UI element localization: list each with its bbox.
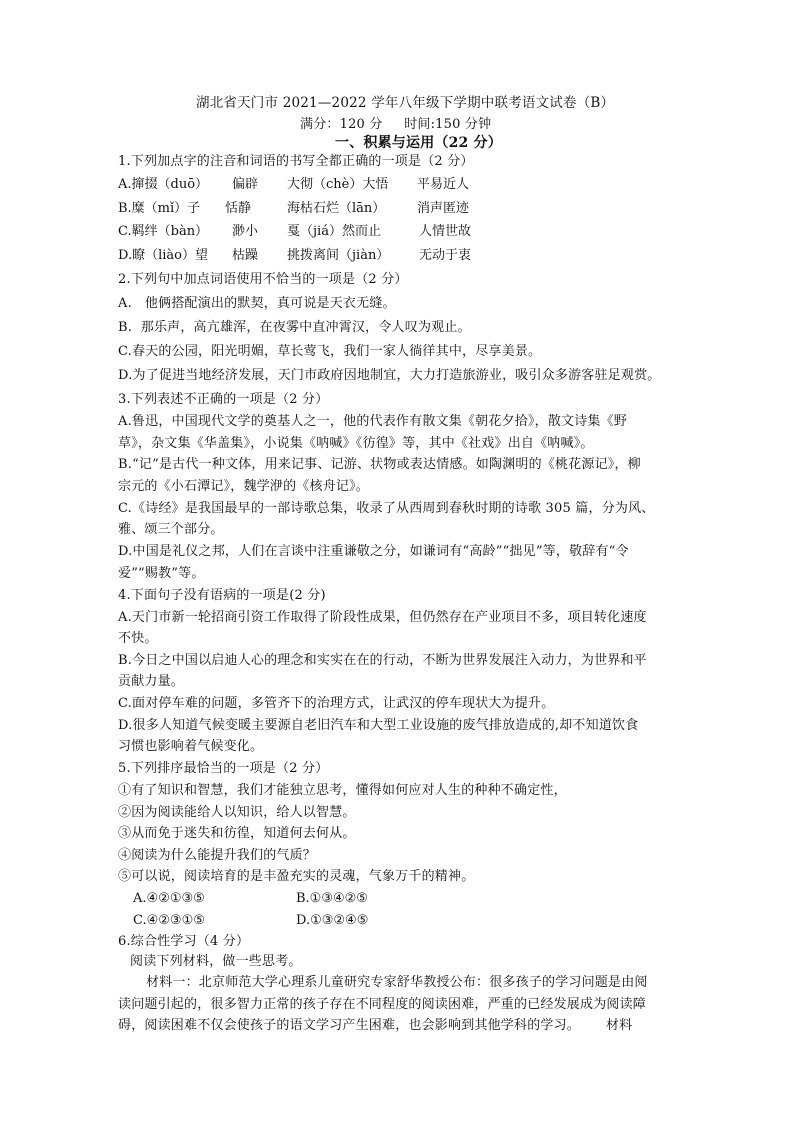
- q4-option-b-line1: B.今日之中国以启迪人心的理念和实实在在的行动，不断为世界发展注入动力，为世界和平: [118, 653, 647, 668]
- q2-stem: 2.下列句中加点词语使用不恰当的一项是（2 分）: [118, 272, 408, 287]
- section-heading: 一、积累与运用（22 分）: [335, 135, 502, 151]
- q3-stem: 3.下列表述不正确的一项是（2 分）: [118, 392, 329, 407]
- exam-subtitle: 满分：120 分 时间:150 分钟: [300, 117, 492, 132]
- q3-option-d-line1: D.中国是礼仪之邦，人们在言谈中注重谦敬之分，如谦词有“高龄”“拙见”等，敬辞有“令: [118, 544, 629, 559]
- q2-option-c: C.春天的公园，阳光明媚，草长莺飞，我们一家人徜徉其中，尽享美景。: [118, 344, 542, 359]
- q1-option-a-3: 大彻（chè）大悟: [287, 177, 389, 192]
- q4-option-d-line1: D.很多人知道气候变暖主要源自老旧汽车和大型工业设施的废气排放造成的,却不知道饮食: [118, 718, 639, 733]
- exam-title: 湖北省天门市 2021—2022 学年八年级下学期中联考语文试卷（B）: [196, 95, 615, 111]
- q5-sentence-4: ④阅读为什么能提升我们的气质？: [118, 848, 317, 863]
- q4-stem: 4.下面句子没有语病的一项是(2 分): [118, 588, 326, 603]
- q6-material-line3: 碍，阅读困难不仅会使孩子的语文学习产生困难，也会影响到其他学科的学习。 材料: [118, 1018, 633, 1033]
- q1-option-d-3: 挑拨离间（jiàn）: [287, 248, 390, 263]
- q6-material-line2: 读问题引起的，很多智力正常的孩子存在不同程度的阅读困难，严重的已经发展成为阅读障: [118, 997, 647, 1012]
- q5-stem: 5.下列排序最恰当的一项是（2 分）: [118, 761, 329, 776]
- q6-stem: 6.综合性学习（4 分）: [118, 934, 250, 949]
- q1-option-c-4: 人情世故: [419, 224, 472, 239]
- q3-option-b-line2: 宗元的《小石潭记》，魏学洢的《核舟记》。: [118, 479, 370, 494]
- q3-option-c-line2: 雅、颂三个部分。: [118, 522, 224, 537]
- q1-option-a-2: 偏辟: [232, 177, 259, 192]
- q5-option-d: D.①③②④⑤: [296, 913, 369, 928]
- q1-option-a-1: A.撺掇（duō）: [118, 177, 209, 192]
- q1-option-b-2: 恬静: [225, 201, 252, 216]
- q5-sentence-1: ①有了知识和智慧，我们才能独立思考，懂得如何应对人生的种种不确定性，: [118, 783, 567, 798]
- q1-option-c-2: 渺小: [232, 224, 259, 239]
- q1-stem: 1.下列加点字的注音和词语的书写全都正确的一项是（2 分）: [118, 154, 474, 169]
- q4-option-a-line1: A.天门市新一轮招商引资工作取得了阶段性成果，但仍然存在产业项目不多，项目转化速度: [118, 610, 647, 625]
- q4-option-c: C.面对停车难的问题，多管齐下的治理方式，让武汉的停车现状大为提升。: [118, 696, 555, 711]
- q4-option-d-line2: 习惯也影响着气候变化。: [118, 739, 264, 754]
- q3-option-c-line1: C.《诗经》是我国最早的一部诗歌总集，收录了从西周到春秋时期的诗歌 305 篇，分为风、: [118, 501, 655, 516]
- q1-option-d-4: 无动于衷: [419, 248, 472, 263]
- q3-option-a-line2: 草》，杂文集《华盖集》，小说集《呐喊》《彷徨》等，其中《社戏》出自《呐喊》。: [118, 436, 594, 451]
- q1-option-d-2: 枯躁: [232, 248, 259, 263]
- q5-sentence-5: ⑤可以说，阅读培育的是丰盈充实的灵魂，气象万千的精神。: [118, 869, 475, 884]
- q3-option-b-line1: B.“记”是古代一种文体，用来记事、记游、状物或表达情感。如陶渊明的《桃花源记》，柳: [118, 457, 641, 472]
- q1-option-d-1: D.瞭（liào）望: [118, 248, 208, 263]
- q5-option-b: B.①③④②⑤: [296, 891, 368, 906]
- q1-option-b-3: 海枯石烂（lān）: [287, 201, 386, 216]
- q2-option-b: B. 那乐声，高亢雄浑，在夜雾中直冲霄汉，令人叹为观止。: [118, 320, 471, 335]
- q2-option-a: A. 他俩搭配演出的默契，真可说是天衣无缝。: [118, 296, 396, 311]
- q5-sentence-2: ②因为阅读能给人以知识，给人以智慧。: [118, 805, 356, 820]
- q1-option-c-1: C.羁绊（bàn）: [118, 224, 209, 239]
- q1-option-b-1: B.糜（mǐ）子: [118, 201, 201, 216]
- q5-option-a: A.④②①③⑤: [133, 891, 205, 906]
- q4-option-b-line2: 贡献力量。: [118, 674, 185, 689]
- q1-option-a-4: 平易近人: [417, 177, 470, 192]
- q4-option-a-line2: 不快。: [118, 631, 158, 646]
- q6-material-line1: 材料一：北京师范大学心理系儿童研究专家舒华教授公布：很多孩子的学习问题是由阅: [146, 975, 648, 990]
- q2-option-d: D.为了促进当地经济发展，天门市政府因地制宜，大力打造旅游业，吸引众多游客驻足观赏。: [118, 368, 661, 383]
- q1-option-c-3: 戛（jiá）然而止: [287, 224, 381, 239]
- q3-option-d-line2: 爱”“赐教”等。: [118, 566, 205, 581]
- q6-intro: 阅读下列材料，做一些思考。: [130, 954, 302, 969]
- q3-option-a-line1: A.鲁迅，中国现代文学的奠基人之一，他的代表作有散文集《朝花夕拾》，散文诗集《野: [118, 414, 628, 429]
- q5-sentence-3: ③从而免于迷失和彷徨，知道何去何从。: [118, 826, 356, 841]
- q5-option-c: C.④②③①⑤: [133, 913, 205, 928]
- q1-option-b-4: 消声匿迹: [417, 201, 470, 216]
